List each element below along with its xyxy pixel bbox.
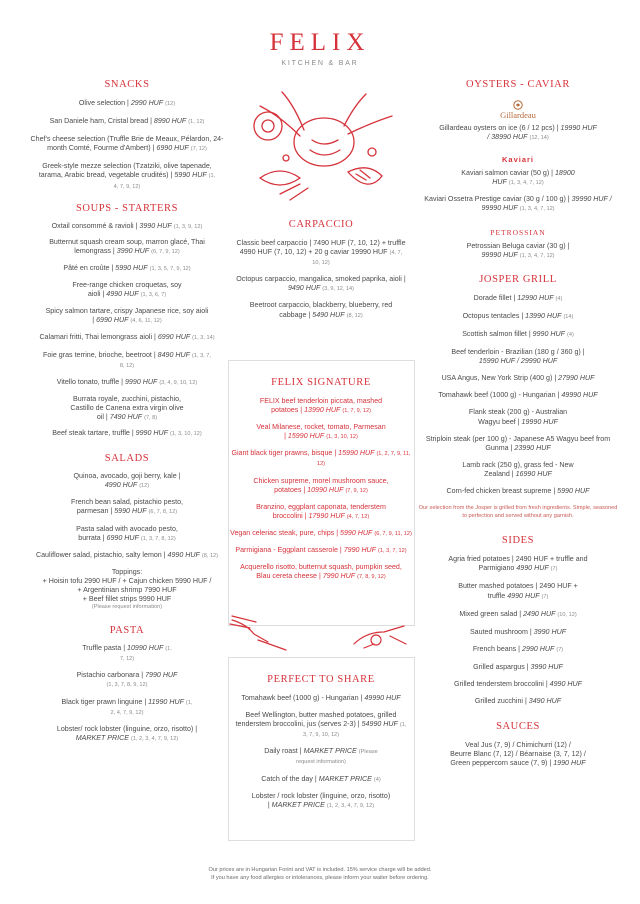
menu-footer — [0, 866, 640, 882]
menu-item: Butter mashed potatoes | 2490 HUF + truffle 4990 HUF (7) — [458, 582, 578, 600]
menu-item: Grilled aspargus | 3990 HUF — [473, 662, 563, 671]
menu-item: Olive selection | 2990 HUF (12) — [78, 99, 176, 107]
soups-title: SOUPS - STARTERS — [75, 202, 179, 214]
toppings-label: Toppings: — [111, 567, 143, 576]
menu-item: Free-range chicken croquetas, soy aioli | 4990 HUF (1, 3, 6, 7) — [72, 281, 182, 299]
menu-item: Beetroot carpaccio, blackberry, blueberry, red cabbage | 5490 HUF (8, 12) — [249, 301, 393, 319]
menu-item: Giant black tiger prawns, bisque | 15990 HUF (1, 2, 7, 9, 11, 12) — [231, 449, 411, 468]
menu-item: Greek-style mezze selection (Tzatziki, olive tapenade, tarama, Arabic bread, vegetable crudités) | 5990 HUF (1, 4, 7, 9, 12) — [38, 162, 216, 190]
menu-header — [0, 30, 640, 67]
toppings-line: + Hoisin tofu 2990 HUF / + Cajun chicken 5990 HUF / — [42, 576, 212, 585]
menu-item: San Daniele ham, Cristal bread | 8990 HUF (1, 12) — [49, 117, 205, 126]
footer-allergy-note: If you have any food allergies or intolerances, please inform your waiter before ordering. — [211, 875, 429, 881]
menu-item: Acquerello risotto, butternut squash, pumpkin seed, Blau cereta cheese | 7990 HUF (7, 8, 9, 12) — [240, 563, 402, 581]
menu-item: Agria fried potatoes | 2490 HUF + truffle and Parmigiano 4990 HUF (7) — [448, 555, 588, 573]
menu-item: Veal Milanese, rocket, tomato, Parmesan | 15990 HUF (1, 3, 10, 12) — [256, 423, 386, 441]
menu-item: Corn-fed chicken breast supreme | 5990 HUF — [446, 486, 590, 495]
menu-item: Pistachio carbonara | 7990 HUF (1, 3, 7, 8, 9, 12) — [76, 671, 178, 689]
menu-item: Beef Wellington, butter mashed potatoes, grilled tenderstem broccolini, jus (serves 2-3) | 54990 HUF (1, 3, 7, 9, 10, 12) — [235, 711, 407, 739]
share-section — [228, 673, 414, 811]
carpaccio-title: CARPACCIO — [288, 219, 354, 230]
menu-item: Striploin steak (per 100 g) - Japanese A5 Wagyu beef from Gunma | 23990 HUF — [425, 434, 611, 452]
menu-item: Pâté en croûte | 5990 HUF (1, 3, 5, 7, 9, 12) — [63, 263, 191, 272]
right-column — [418, 72, 618, 768]
menu-item: Spicy salmon tartare, crispy Japanese rice, soy aioli | 6990 HUF (4, 6, 11, 12) — [45, 307, 209, 325]
menu-item: Foie gras terrine, brioche, beetroot | 8490 HUF (1, 3, 7, 8, 12) — [43, 350, 211, 369]
menu-item: Grilled zucchini | 3490 HUF — [474, 697, 562, 706]
menu-item: Beef steak tartare, truffle | 9990 HUF (1, 3, 10, 12) — [52, 429, 202, 438]
menu-item: Vitello tonato, truffle | 9990 HUF (3, 4, 9, 10, 12) — [56, 377, 198, 386]
sauces-line: Green peppercorn sauce (7, 9) | 1990 HUF — [450, 759, 586, 768]
menu-item: Quinoa, avocado, goji berry, kale | 4990 HUF (12) — [73, 472, 181, 490]
menu-item: Sauted mushroom | 3990 HUF — [469, 627, 567, 636]
toppings-line: + Beef fillet strips 9990 HUF — [82, 595, 172, 604]
toppings-line: + Argentinian shrimp 7990 HUF — [77, 586, 177, 594]
share-title: PERFECT TO SHARE — [267, 674, 375, 685]
menu-item: Daily roast | MARKET PRICE (Please request information) — [264, 747, 378, 766]
sides-title: SIDES — [501, 535, 535, 547]
snacks-title: SNACKS — [104, 79, 150, 90]
menu-item: Chef's cheese selection (Truffle Brie de Meaux, Pélardon, 24-month Comté, Fourme d'Ambert) | 6990 HUF (7, 12) — [30, 135, 224, 153]
sauces-line: Veal Jus (7, 9) / Chimichurri (12) / — [465, 741, 571, 750]
menu-item: Octopus tentacles | 13990 HUF (14) — [462, 311, 574, 320]
sauces-line: Beurre Blanc (7, 12) / Béarnaise (3, 7, 12) / — [450, 750, 586, 759]
menu-item: Chicken supreme, morel mushroom sauce, potatoes | 10990 HUF (7, 9, 12) — [253, 476, 389, 494]
menu-item: Octopus carpaccio, mangalica, smoked paprika, aioli | 9490 HUF (3, 9, 12, 14) — [236, 275, 406, 293]
menu-item: Lamb rack (250 g), grass fed - New Zealand | 16990 HUF — [462, 460, 574, 478]
cutlery-left-icon — [228, 612, 290, 652]
oysters-title: OYSTERS - CAVIAR — [466, 79, 570, 90]
middle-column — [228, 218, 414, 321]
menu-item: Dorade fillet | 12990 HUF (4) — [473, 293, 563, 302]
menu-item: USA Angus, New York Strip (400 g) | 27990 HUF — [441, 374, 595, 383]
menu-item: Oxtail consommé & ravioli | 3990 HUF (1, 3, 9, 12) — [51, 221, 203, 230]
josper-title: JOSPER GRILL — [479, 273, 557, 285]
menu-item: Truffle pasta | 10990 HUF (1, 7, 12) — [82, 644, 172, 663]
menu-item: Tomahawk beef (1000 g) - Hungarian | 49990 HUF — [241, 694, 401, 702]
brand-tagline: KITCHEN & BAR — [281, 60, 359, 67]
menu-item: Classic beef carpaccio | 7490 HUF (7, 10, 12) + truffle 4990 HUF (7, 10, 12) + 20 g caviar 19990 HUF (4, 7, 10, 12) — [236, 239, 406, 267]
toppings-note: (Please request information) — [91, 604, 163, 611]
gillardeau-logo: Gillardeau — [500, 110, 536, 120]
menu-item: Kaviari Ossetra Prestige caviar (30 g / 100 g) | 39990 HUF / 99990 HUF (1, 3, 4, 7, 12) — [424, 195, 612, 213]
menu-item: Kaviari salmon caviar (50 g) | 18900 HUF (1, 3, 4, 7, 12) — [461, 169, 575, 187]
menu-item: French beans | 2990 HUF (7) — [472, 644, 564, 653]
menu-item: Cauliflower salad, pistachio, salty lemon | 4990 HUF (8, 12) — [35, 550, 219, 559]
footer-vat-note: Our prices are in Hungarian Forint and VAT is included. 15% service charge will be added. — [208, 867, 432, 873]
salads-title: SALADS — [104, 453, 150, 465]
menu-item: Grilled tenderstem broccolini | 4990 HUF — [453, 680, 583, 688]
petrossian-logo: PETROSSIAN — [490, 227, 546, 237]
signature-section — [228, 376, 414, 582]
brand-logo: FELIX — [269, 29, 371, 56]
sauces-title: SAUCES — [496, 721, 540, 733]
menu-item: Lobster/ rock lobster (linguine, orzo, risotto) | MARKET PRICE (1, 2, 3, 4, 7, 9, 12) — [56, 724, 198, 742]
menu-item: Pasta salad with avocado pesto, burrata | 6990 HUF (1, 3, 7, 8, 12) — [76, 524, 178, 542]
menu-item: Butternut squash cream soup, marron glacé, Thai lemongrass | 3990 HUF (6, 7, 9, 12) — [49, 237, 205, 255]
kaviari-logo: Kaviari — [501, 155, 535, 165]
menu-item: Vegan celeriac steak, pure, chips | 5990 HUF (6, 7, 9, 11, 12) — [230, 528, 412, 537]
menu-item: Petrossian Beluga caviar (30 g) | 99990 HUF (1, 3, 4, 7, 12) — [466, 241, 570, 259]
left-column — [20, 72, 234, 744]
menu-item: Branzino, eggplant caponata, tenderstem broccolini | 17990 HUF (4, 7, 12) — [256, 502, 386, 520]
pasta-title: PASTA — [109, 625, 145, 637]
menu-item: Catch of the day | MARKET PRICE (4) — [261, 774, 381, 783]
josper-note: Our selection from the Josper is grilled from fresh ingredients. Simple, seasoned to perfection and served without any garnish. — [418, 505, 618, 519]
menu-item: French bean salad, pistachio pesto, parmesan | 5990 HUF (6, 7, 8, 12) — [71, 498, 183, 516]
menu-item: Flank steak (200 g) - Australian Wagyu beef | 19990 HUF — [468, 408, 568, 426]
cutlery-right-icon — [350, 622, 412, 652]
menu-item: Gillardeau oysters on ice (6 / 12 pcs) | 19990 HUF / 38990 HUF (12, 14) — [439, 124, 597, 142]
menu-item: Black tiger prawn linguine | 11990 HUF (1, 2, 4, 7, 9, 12) — [61, 697, 193, 716]
menu-item: FELIX beef tenderloin piccata, mashed potatoes | 13990 HUF (1, 7, 9, 12) — [259, 397, 383, 415]
seafood-illustration-icon — [240, 86, 402, 210]
menu-item: Parmigiana - Eggplant casserole | 7990 HUF (1, 3, 7, 12) — [235, 546, 407, 555]
gillardeau-emblem-icon — [513, 100, 523, 110]
menu-item: Calamari fritti, Thai lemongrass aioli | 6990 HUF (1, 3, 14) — [39, 333, 215, 342]
menu-item: Beef tenderloin - Brazilian (180 g / 360 g) | 15990 HUF / 29990 HUF — [451, 348, 585, 366]
menu-item: Scottish salmon fillet | 9990 HUF (4) — [462, 329, 574, 338]
menu-item: Lobster / rock lobster (linguine, orzo, risotto) | MARKET PRICE (1, 2, 3, 4, 7, 9, 12) — [251, 791, 391, 809]
menu-item: Burrata royale, zucchini, pistachio, Castillo de Canena extra virgin olive oil | 7490 HUF (7, 8) — [70, 394, 184, 421]
menu-item: Tomahawk beef (1000 g) - Hungarian | 49990 HUF — [438, 391, 598, 400]
signature-title: FELIX SIGNATURE — [271, 377, 371, 388]
menu-item: Mixed green salad | 2490 HUF (10, 12) — [459, 609, 577, 618]
